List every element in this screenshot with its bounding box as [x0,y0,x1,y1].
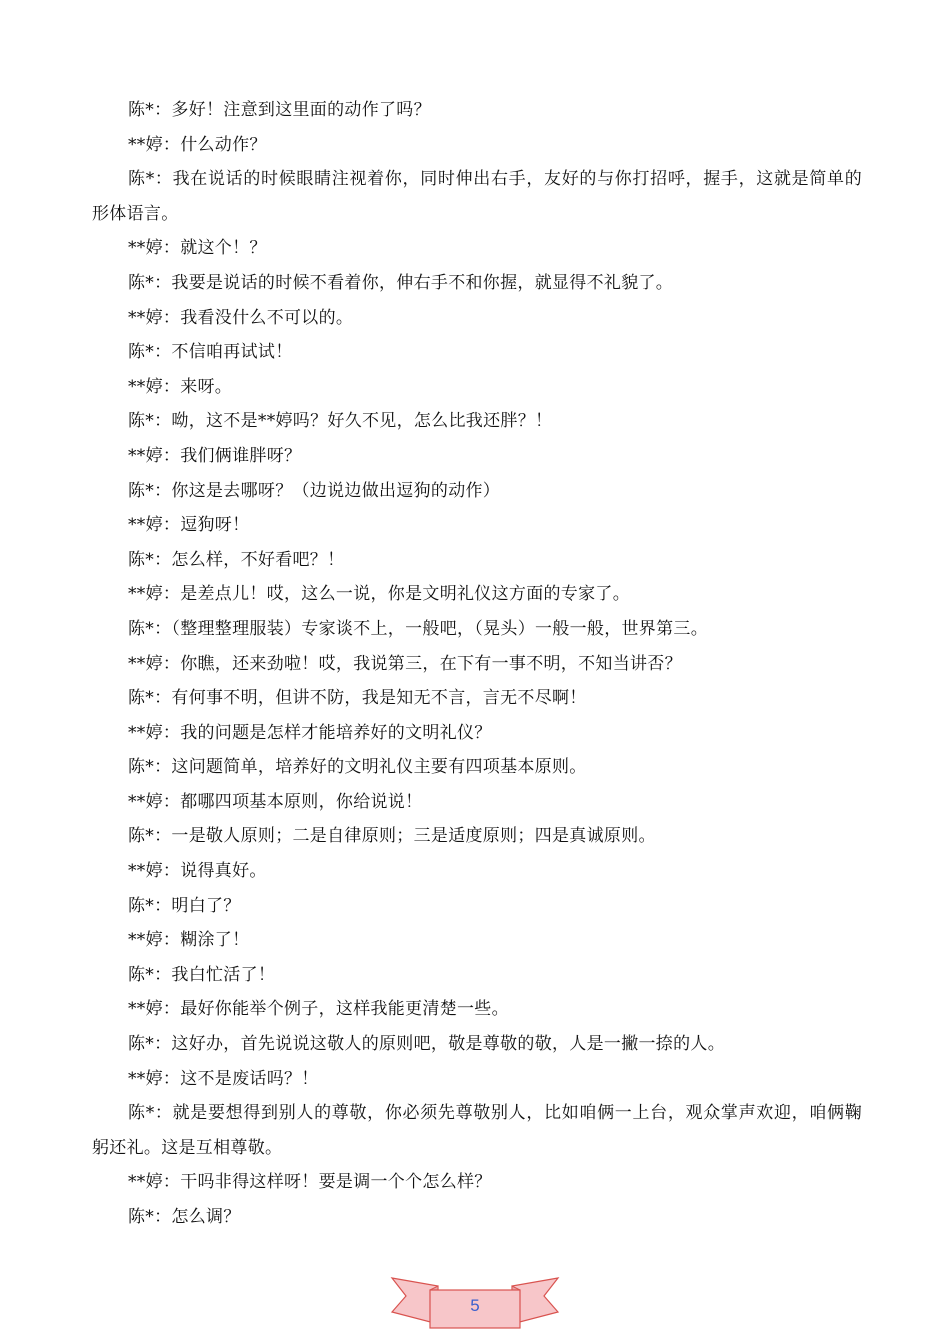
dialogue-line: 陈*：多好！注意到这里面的动作了吗？ [128,100,431,120]
page-number: 5 [470,1296,480,1315]
dialogue-line: 陈*：不信咱再试试！ [128,342,293,363]
dialogue-line: **婷：我的问题是怎样才能培养好的文明礼仪？ [128,722,492,743]
dialogue-line: **婷：干吗非得这样呀！要是调一个个怎么样？ [128,1172,492,1193]
dialogue-line: 陈*：我要是说话的时候不看着你，伸右手不和你握，就显得不礼貌了。 [128,272,674,293]
dialogue-line: 陈*：（整理整理服装）专家谈不上，一般吧，（晃头）一般一般，世界第三。 [128,618,708,639]
dialogue-line: 陈*：怎么样，不好看吧？！ [128,549,345,570]
dialogue-line: **婷：逗狗呀！ [128,515,250,536]
dialogue-body [92,93,862,1235]
dialogue-line: 陈*：你这是去哪呀？（边说边做出逗狗的动作） [128,480,501,501]
dialogue-line: **婷：糊涂了！ [128,930,250,951]
dialogue-line: 陈*：一是敬人原则；二是自律原则；三是适度原则；四是真诚原则。 [128,826,656,847]
dialogue-line: 陈*：这好办，首先说说这敬人的原则吧，敬是尊敬的敬，人是一撇一捺的人。 [128,1034,725,1055]
dialogue-line: 陈*：有何事不明，但讲不防，我是知无不言，言无不尽啊！ [128,688,587,709]
dialogue-line: **婷：我看没什么不可以的。 [128,307,354,328]
dialogue-line: **婷：我们俩谁胖呀？ [128,445,302,466]
page-number-ribbon [390,1272,560,1334]
dialogue-line: **婷：来呀。 [128,376,233,397]
dialogue-line: **婷：说得真好。 [128,861,267,882]
dialogue-line: **婷：什么动作？ [128,134,267,155]
dialogue-line: 陈*：怎么调？ [128,1207,241,1227]
dialogue-line: **婷：就这个！？ [128,238,267,259]
dialogue-line: 陈*：呦，这不是**婷吗？好久不见，怎么比我还胖？！ [128,411,553,432]
dialogue-line: 陈*：我在说话的时候眼睛注视着你，同时伸出右手，友好的与你打招呼，握手，这就是简单的形体语言。 [92,169,862,224]
dialogue-line: 陈*：明白了？ [128,895,241,916]
dialogue-line: **婷：都哪四项基本原则，你给说说！ [128,791,423,812]
dialogue-line: 陈*：这问题简单，培养好的文明礼仪主要有四项基本原则。 [128,757,587,778]
dialogue-line: **婷：是差点儿！哎，这么一说，你是文明礼仪这方面的专家了。 [128,584,630,605]
dialogue-line: **婷：你瞧，还来劲啦！哎，我说第三，在下有一事不明，不知当讲否？ [128,653,682,674]
dialogue-line: **婷：最好你能举个例子，这样我能更清楚一些。 [128,999,509,1020]
dialogue-line: **婷：这不是废话吗？！ [128,1068,319,1089]
dialogue-line: 陈*：我白忙活了！ [128,964,276,985]
dialogue-line: 陈*：就是要想得到别人的尊敬，你必须先尊敬别人，比如咱俩一上台，观众掌声欢迎，咱俩鞠躬还礼。这是互相尊敬。 [92,1103,862,1158]
